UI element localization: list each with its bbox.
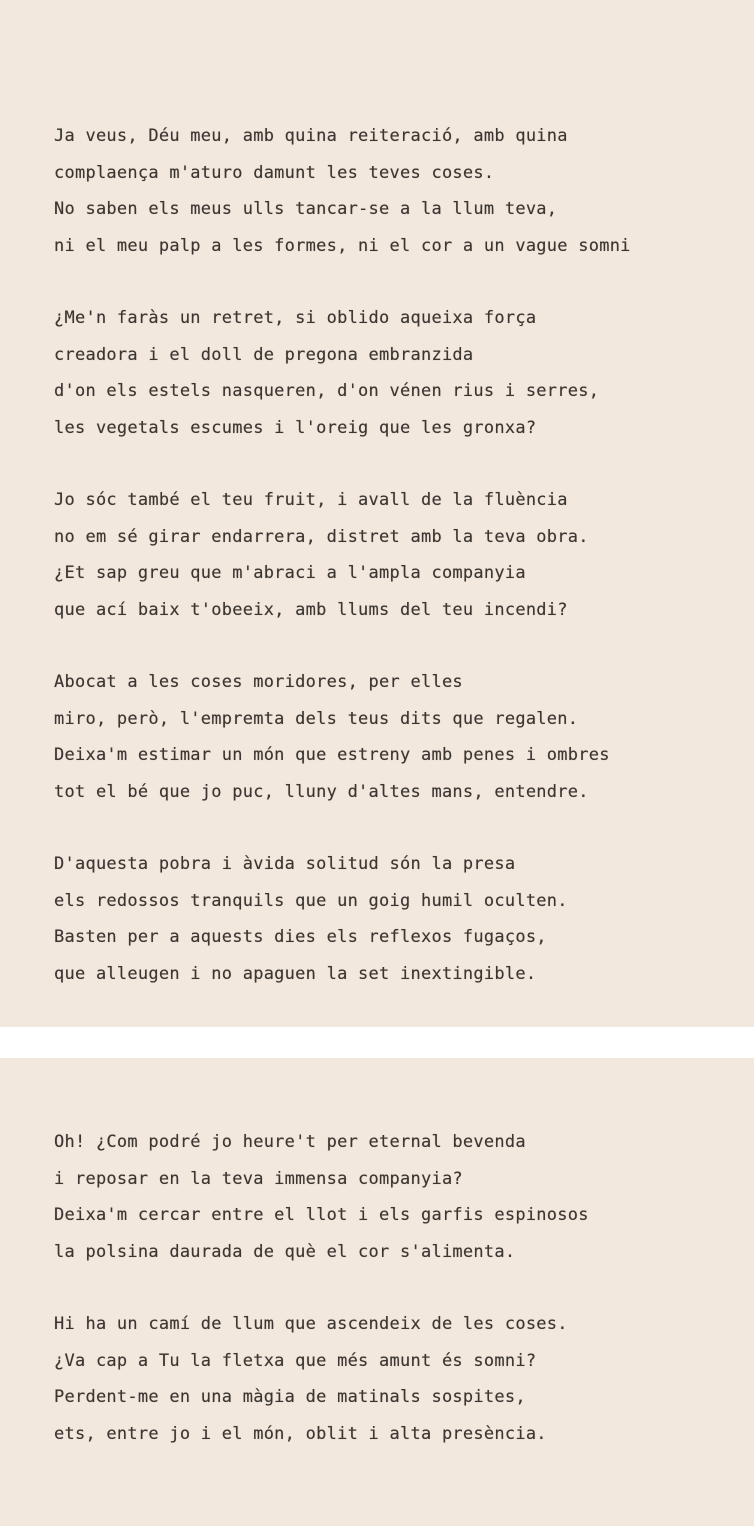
poem-line: tot el bé que jo puc, lluny d'altes mans, entendre. [54,781,589,802]
stanza-1 [54,118,754,264]
poem-line: els redossos tranquils que un goig humil oculten. [54,890,568,911]
poem-line: complaença m'aturo damunt les teves coses. [54,162,495,183]
poem-line: creadora i el doll de pregona embranzida [54,344,474,365]
poem-line: ¿Et sap greu que m'abraci a l'ampla companyia [54,563,526,583]
page-gap [0,1027,754,1058]
stanza-2 [54,300,754,446]
poem-line: Basten per a aquests dies els reflexos fugaços, [54,927,547,947]
poem-line: la polsina daurada de què el cor s'alimenta. [54,1241,516,1262]
typewritten-page-2 [0,1058,754,1526]
poem-line: que alleugen i no apaguen la set inextingible. [54,963,537,984]
poem-line: D'aquesta pobra i àvida solitud són la presa [54,854,516,874]
poem-line: Deixa'm cercar entre el llot i els garfis espinosos [54,1205,589,1225]
poem-line: Abocat a les coses moridores, per elles [54,672,463,692]
poem-line: ¿Va cap a Tu la fletxa que més amunt és somni? [54,1350,537,1371]
stanza-5 [54,846,754,992]
poem-line: ets, entre jo i el món, oblit i alta presència. [54,1423,547,1444]
poem-line: Oh! ¿Com podré jo heure't per eternal bevenda [54,1132,526,1152]
poem-line: ni el meu palp a les formes, ni el cor a un vague somni [54,235,631,256]
poem-line: Jo sóc també el teu fruit, i avall de la fluència [54,490,568,510]
poem-line: No saben els meus ulls tancar-se a la llum teva, [54,199,558,219]
poem-line: Perdent-me en una màgia de matinals sospites, [54,1387,526,1407]
poem-line: miro, però, l'empremta dels teus dits que regalen. [54,708,579,729]
stanza-7 [54,1306,754,1452]
poem-line: les vegetals escumes i l'oreig que les gronxa? [54,417,537,438]
poem-line: i reposar en la teva immensa companyia? [54,1168,463,1189]
stanza-3 [54,482,754,628]
poem-line: Ja veus, Déu meu, amb quina reiteració, amb quina [54,126,568,146]
stanza-4 [54,664,754,810]
poem-line: Hi ha un camí de llum que ascendeix de les coses. [54,1314,568,1334]
poem-line: no em sé girar endarrera, distret amb la teva obra. [54,526,589,547]
poem-line: d'on els estels nasqueren, d'on vénen rius i serres, [54,381,600,401]
stanza-6 [54,1124,754,1270]
poem-line: ¿Me'n faràs un retret, si oblido aqueixa força [54,308,537,328]
poem-line: Deixa'm estimar un món que estreny amb penes i ombres [54,745,610,765]
poem-line: que ací baix t'obeeix, amb llums del teu incendi? [54,599,568,620]
